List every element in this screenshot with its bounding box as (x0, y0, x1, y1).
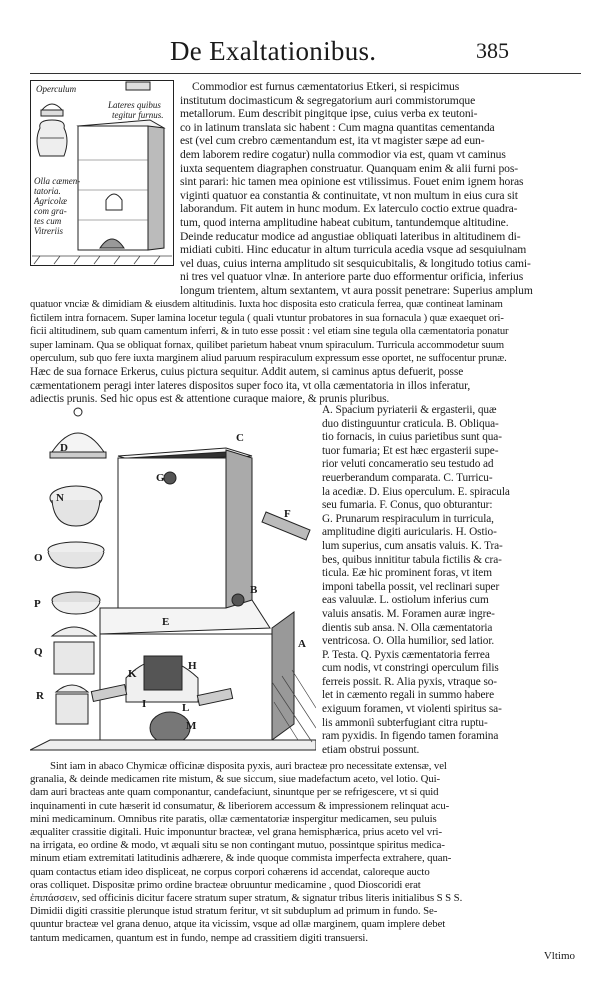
text-line: institutum docimasticum & segregatorium auri commistorumque (180, 93, 476, 107)
text-line: Commodior est furnus cæmentatorius Etkeri, si respicimus (192, 80, 460, 93)
label-olla-2: tatoria. (34, 186, 61, 196)
legend-line: exiguum foramen, vt violenti spiritus sa- (322, 703, 502, 716)
label-olla-4: com gra- (34, 206, 67, 216)
text-line: quuntur bracteæ vel grana denuo, atque ita vicissim, vsque ad ollæ marginem, quam implere debet (30, 918, 446, 931)
label-N: N (56, 492, 64, 504)
figure-small-furnace (30, 80, 174, 266)
label-F: F (284, 508, 291, 520)
text-line: Deinde reducatur modice ad angustiae obliquati lateribus in altitudinem di- (180, 229, 521, 243)
text-line: na irrigata, eo ordine & modo, vt æquali situ se non contingant mutuo, possintque spiritus medica- (30, 839, 445, 852)
text-line: iuxta sequentem diagraphen construatur. Quanquam enim & alii furni pos- (180, 161, 519, 175)
legend-line: rior veluti concameratio seu testudo ad (322, 458, 494, 471)
legend-line: duo distinguuntur craticula. B. Obliqua- (322, 417, 499, 430)
text-line: laborandum. Fit autem in hunc modum. Ex laterculo coctio extrue quadra- (180, 202, 518, 216)
text-line: viginti quatuor ea constantia & continuitate, vt non multum in eius cura sit (180, 188, 518, 202)
label-olla-3: Agricolæ (34, 196, 67, 206)
legend-line: lum superius, cum ansatis valuis. K. Tra- (322, 539, 503, 552)
text-line: tantum medicamen, quantum est in fundo, nempe ad crassitiem digiti transuersi. (30, 931, 368, 944)
label-C: C (236, 432, 244, 444)
text-line: quam contactus etiam ideo displiceat, ne corpus corpori cohærens id accendat, caloreque aucto (30, 865, 430, 878)
label-H: H (188, 660, 197, 672)
text-line: oras colliquet. Dispositæ primo ordine bracteæ obruuntur medicamine , quod Dioscoridi erat (30, 878, 421, 891)
catchword: Vltimo (543, 950, 575, 962)
page-title: De Exaltationibus. (170, 36, 377, 66)
legend-line: etiam obstrui possunt. (322, 743, 420, 756)
text-line: inquinamenti in cute hæserit id consumatur, & liberiorem accessum & impressionem relinquat acu- (30, 799, 450, 812)
legend-line: bes, quibus innititur tabula fictilis & cra- (322, 553, 502, 566)
text-line: ἐπιπάσσειν, sed officinis dicitur facere stratum super stratum, & signatur tribus literis initialibus S S S. (30, 892, 463, 905)
text-line: metallorum. Eum describit pingitque ipse, cuius verba ex teutoni- (180, 107, 478, 121)
paragraph-1-cont (30, 298, 582, 407)
paragraph-1 (180, 80, 582, 298)
label-B: B (250, 584, 258, 596)
figure-large-furnace (30, 402, 316, 756)
legend-line: eas valuulæ. L. ostiolum inferius cum (322, 594, 489, 607)
legend-line: cum nodis, vt constringi operculum filis (322, 662, 499, 675)
legend-line: tio fornacis, in cuius parietibus sunt qua- (322, 431, 502, 444)
text-line: operculum, sub quo fere iuxta marginem aliud paruum respiraculum expressum esse oportet, ne suffocentur prunæ. (30, 353, 507, 365)
text-line: mini medicaminum. Omnibus rite paratis, ollæ cæmentatoriæ inspergitur medicamen, seu puluis (30, 812, 437, 825)
text-line: est (vel cum crebro cæmentandum est, ita vt magister sæpe ad eun- (180, 134, 485, 148)
legend-line: reuerberandum comparata. C. Turricu- (322, 471, 493, 484)
text-line: sint parari: hic tamen mea opinione est vtilissimus. Fouet enim ignem horas (180, 175, 524, 189)
legend-line: ferreis possit. R. Alia pyxis, vtraque so- (322, 675, 497, 688)
label-lateres-1: Lateres quibus (108, 100, 161, 110)
text-line: dem laborem redire cogatur) nulla commodior via est, quam vt caminus (180, 147, 506, 161)
header-rule (30, 73, 581, 74)
legend-line: ram pyxidis. In figendo tamen foramina (322, 730, 499, 743)
label-D: D (60, 442, 68, 454)
label-operculum: Operculum (36, 84, 77, 94)
legend-line: la acediæ. D. Eius operculum. E. spiracula (322, 485, 510, 498)
label-M: M (186, 720, 197, 732)
label-K: K (128, 668, 137, 680)
text-line: adiectis prunis. Sed hic opus est & attentione curaque maiore, & prunis pluribus. (30, 393, 390, 406)
page-number: 385 (476, 38, 509, 63)
legend-line: A. Spacium pyriaterii & ergasterii, quæ (322, 404, 497, 416)
text-line: ficii altitudinem, sub quam camentum inferri, & in tuto esse possit : vel etiam sine tegula olla cæmentatoria ponatur (30, 326, 509, 338)
text-line: fictilem intra fornacem. Super lamina locetur tegula ( quali vtuntur probatores in sua fornacula ) quæ exaequet ori- (30, 312, 504, 324)
text-line: minum etiam extremitati latitudinis adhærere, & inde quoque commista imperfecta extrahere, quan- (30, 852, 452, 865)
label-L: L (182, 702, 190, 714)
text-line: dam auri bracteas ante quam componantur, candefaciunt, sinuntque per se refrigescere, vt si quid (30, 786, 439, 799)
label-R: R (36, 690, 44, 702)
legend-line: tuor fumaria; Et est hæc ergasterii supe- (322, 444, 499, 457)
legend-line: G. Prunarum respiraculum in turricula, (322, 512, 494, 525)
label-A: A (298, 638, 306, 650)
label-olla-5: tes cum (34, 216, 62, 226)
legend-line: imponi tabella possit, vel reclinari super (322, 580, 500, 593)
label-Q: Q (34, 646, 43, 658)
legend-line: dientis sub ansa. N. Olla cæmentatoria (322, 621, 493, 634)
legend-line: ticula. Eæ hic prominent foras, vt item (322, 567, 492, 580)
text-line: quatuor vnciæ & dimidiam & eiusdem altitudinis. Iuxta hoc disposita esto craticula ferrea, quæ contineat laminam (30, 299, 503, 310)
text-line: ni tres vel quatuor vlnæ. In anteriore parte duo efformentur orificia, inferius (180, 270, 524, 284)
label-I: I (142, 698, 147, 710)
legend-line: seu fumaria. F. Conus, quo obturantur: (322, 499, 493, 512)
text-line: co in latinum translata sic habent : Cum magna quantitas cementanda (180, 120, 495, 134)
paragraph-2 (30, 760, 582, 945)
text-line: super laminam. Qua se obliquat fornax, quilibet parietum habeat vnum spiraculum. Turricula accommodetur suum (30, 339, 505, 351)
text-line: Dimidii digiti crassitie plerunque istud stratum feritur, vt sit subduplum ad primum in fundo. Se- (30, 905, 438, 918)
label-O: O (34, 552, 43, 564)
legend-line: let in cæmento regali in summo habere (322, 689, 494, 702)
figure-legend (322, 404, 584, 757)
text-line: longum trientem, altum sextantem, vt aura possit penetrare: Superius amplum (180, 283, 533, 297)
label-P: P (34, 598, 41, 610)
text-line: cæmentationem peragi inter lateres dispositos super foco ita, vt olla cæmentatoria in illos inferatur, (30, 379, 471, 392)
text-line: midiati cubiti. Hinc educatur in altum turricula acedia vsque ad sesquiulnam (180, 243, 527, 257)
text-line: Hæc de sua fornace Erkerus, cuius pictura sequitur. Addit autem, si caminus aptus defuerit, posse (30, 365, 464, 378)
label-lateres-2: tegitur furnus. (112, 110, 164, 120)
label-G: G (156, 472, 165, 484)
label-E: E (162, 616, 170, 628)
legend-line: amplitudine digiti auricularis. H. Ostio- (322, 526, 497, 539)
large-furnace-illustration (30, 402, 316, 756)
legend-line: ventricosa. O. Olla humilior, sed latior. (322, 635, 495, 648)
legend-line: lis ammoniì subterfugiant citra ruptu- (322, 716, 488, 729)
label-olla-6: Vitreriis (34, 226, 63, 236)
text-line: granalia, & deinde medicamen rite mistum, & sue siccum, siue madefactum aceto, vel lotio. Qui- (30, 773, 441, 786)
text-line: vel duas, cuius interna amplitudo sit sesquicubitalis, & longitudo totius cami- (180, 256, 531, 270)
label-olla-1: Olla cæmen- (34, 176, 81, 186)
legend-line: P. Testa. Q. Pyxis cæmentatoria ferrea (322, 648, 490, 661)
text-line: tum, quod interna amplitudine habeat cubitum, tantundemque altitudine. (180, 215, 509, 229)
legend-line: valuis ansatis. M. Foramen auræ ingre- (322, 607, 495, 620)
text-line: æqualiter crassitie digitali. Huic imponuntur bracteæ, vel grana hemisphærica, prius aceto vel vri- (30, 826, 442, 839)
text-line: Sint iam in abaco Chymicæ officinæ disposita pyxis, auri bracteæ pro necessitate extensæ, vel (50, 760, 447, 772)
